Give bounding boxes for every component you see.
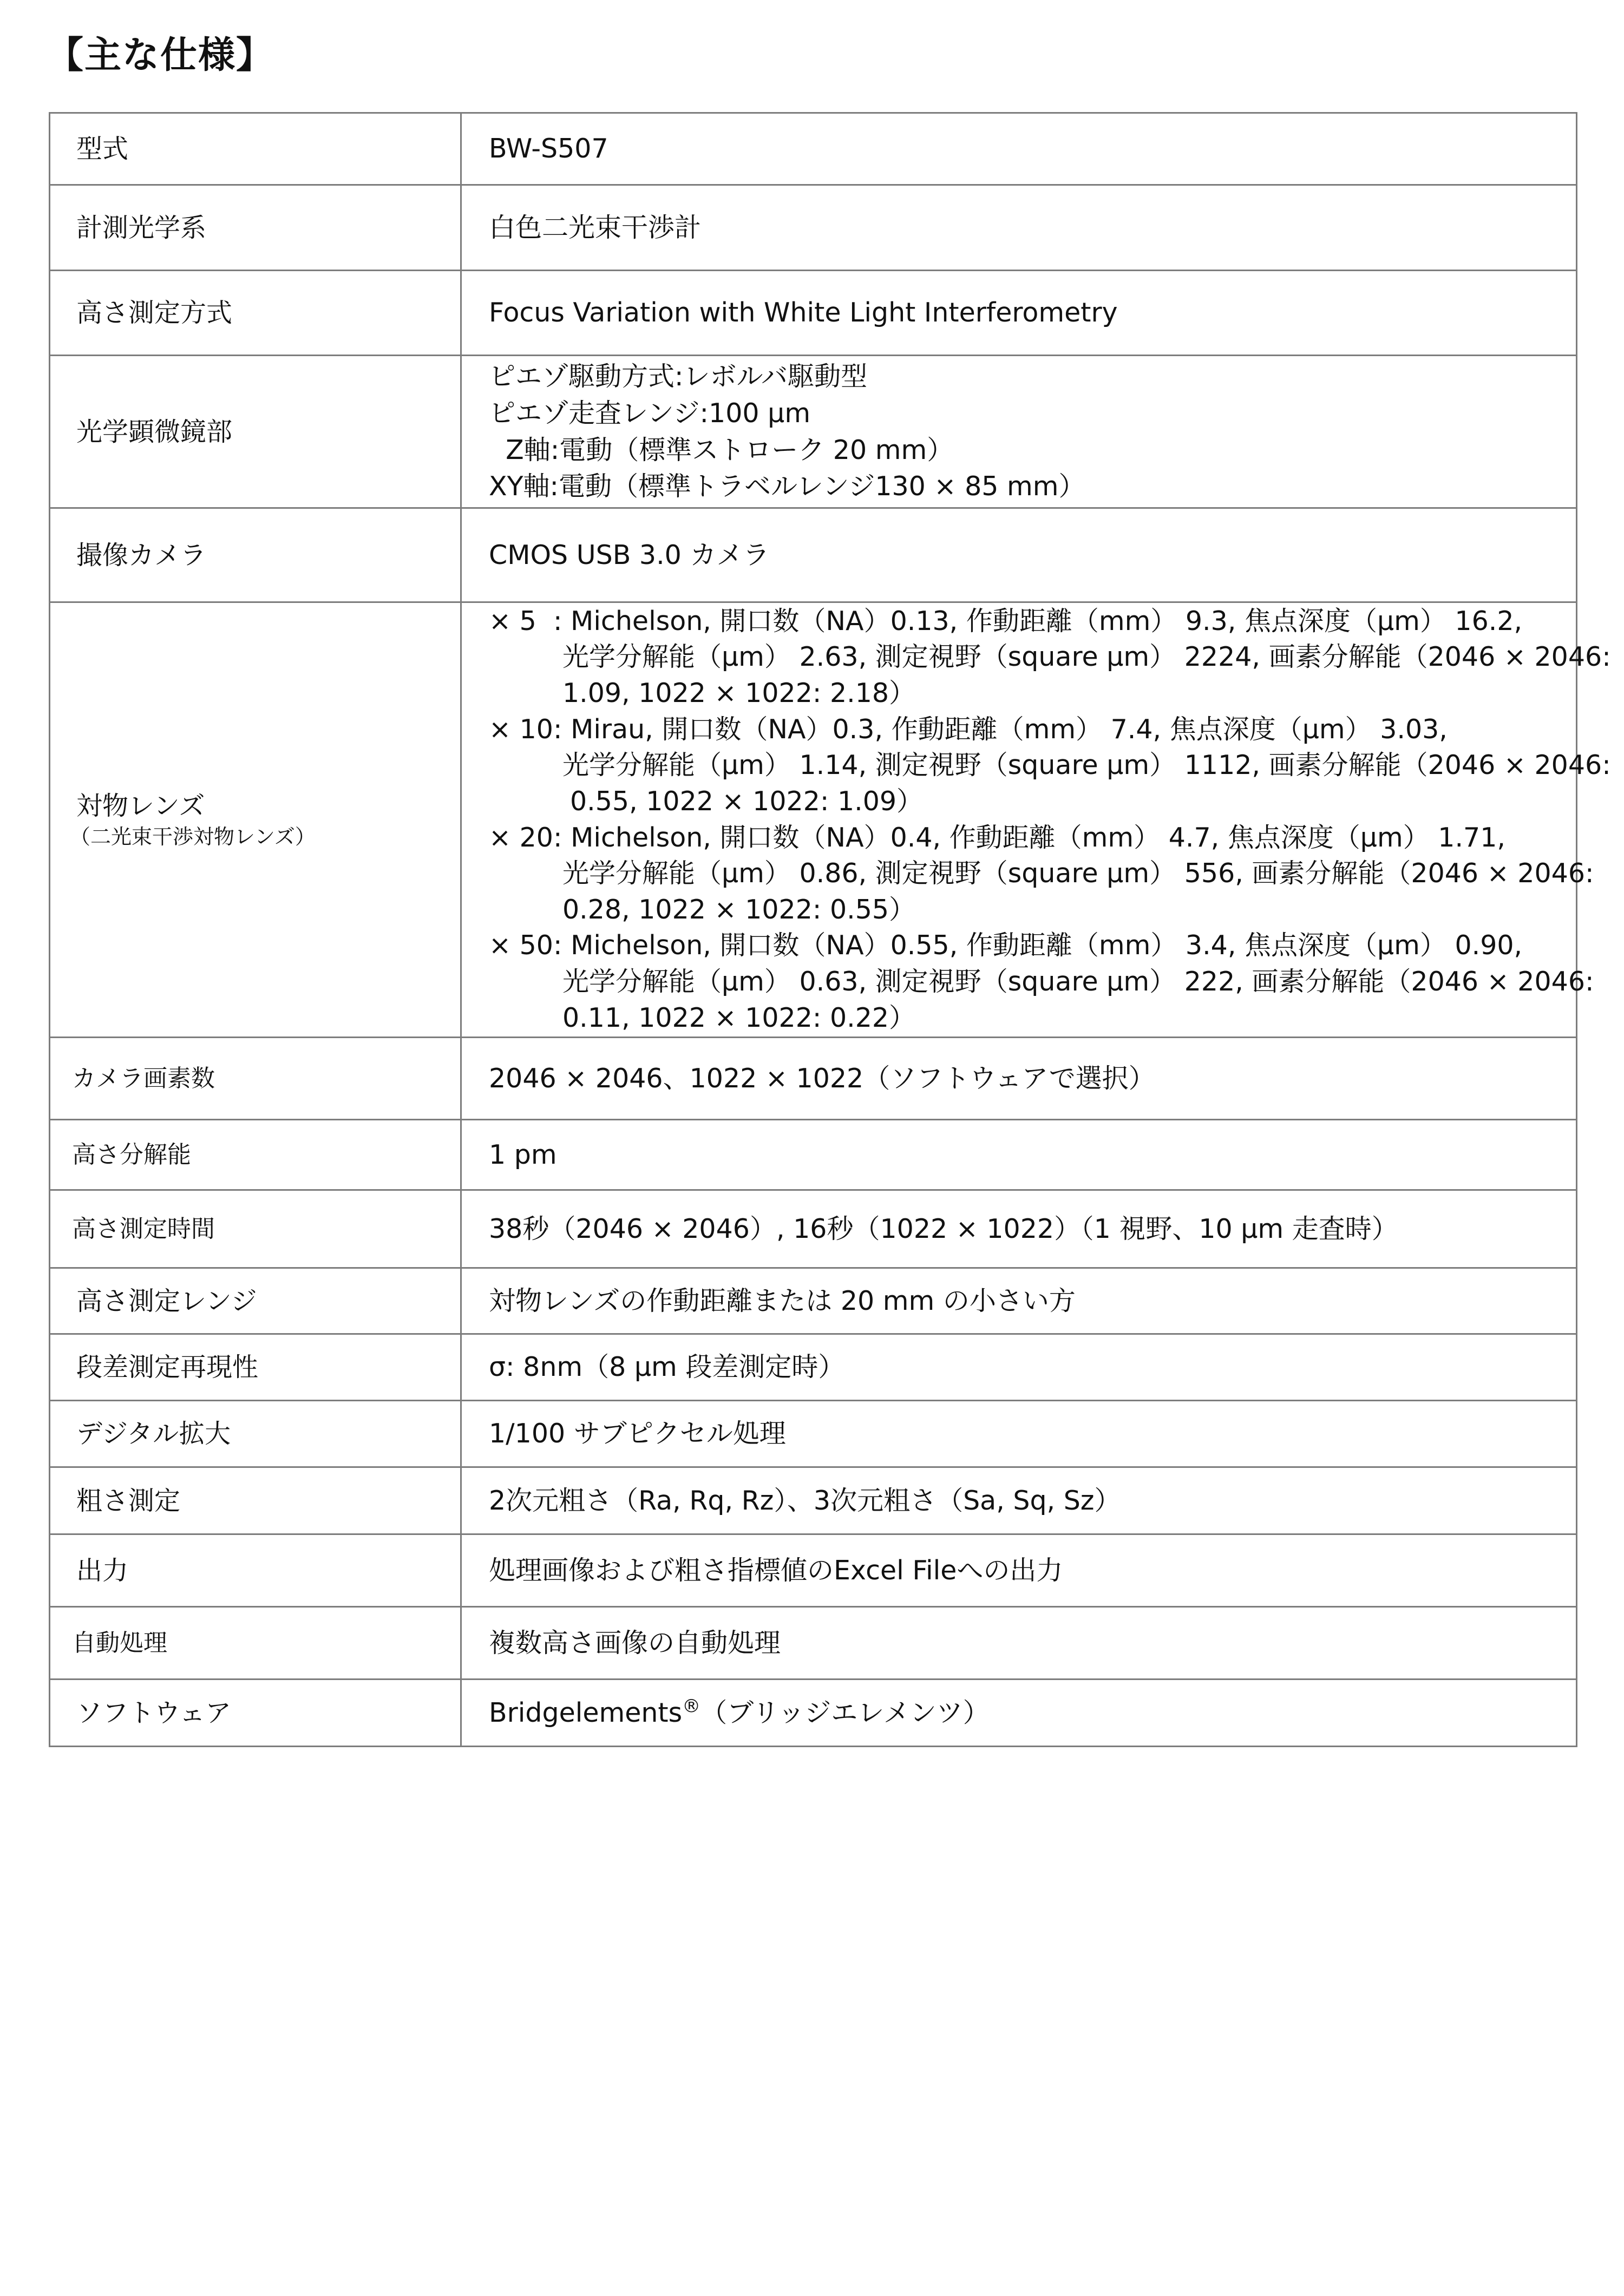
spec-row-objective-lens	[50, 602, 1577, 1038]
spec-label: 計測光学系	[50, 185, 461, 271]
software-reading: （ブリッジエレメンツ）	[700, 1697, 990, 1728]
spec-row-height-resolution	[50, 1120, 1577, 1190]
spec-label: 段差測定再現性	[50, 1334, 461, 1401]
lens-line: × 20: Michelson, 開口数（NA）0.4, 作動距離（mm） 4.7, 焦点深度（μm） 1.71,	[489, 822, 1505, 853]
spec-label: ソフトウェア	[50, 1680, 461, 1747]
spec-value: 2046 × 2046、1022 × 1022（ソフトウェアで選択）	[461, 1038, 1577, 1120]
spec-value: 複数高さ画像の自動処理	[461, 1607, 1577, 1680]
spec-value	[461, 356, 1577, 508]
spec-label: 粗さ測定	[50, 1467, 461, 1534]
spec-label: 高さ測定方式	[50, 271, 461, 356]
spec-row-auto-processing	[50, 1607, 1577, 1680]
spec-label: 高さ測定レンジ	[50, 1268, 461, 1334]
spec-value: 1 pm	[461, 1120, 1577, 1190]
registered-mark: ®	[682, 1695, 701, 1717]
spec-row-step-repeatability	[50, 1334, 1577, 1401]
lens-line: × 5 : Michelson, 開口数（NA）0.13, 作動距離（mm） 9.3, 焦点深度（μm） 16.2,	[489, 605, 1523, 637]
spec-value: 処理画像および粗さ指標値のExcel Fileへの出力	[461, 1534, 1577, 1607]
lens-line: 光学分解能（μm） 0.86, 測定視野（square μm） 556, 画素分解能（2046 × 2046:	[562, 858, 1594, 889]
spec-label: 出力	[50, 1534, 461, 1607]
microscope-line: XY軸:電動（標準トラベルレンジ130 × 85 mm）	[489, 471, 1085, 502]
spec-row-software	[50, 1680, 1577, 1747]
objective-label-main: 対物レンズ	[76, 790, 205, 821]
spec-row-camera	[50, 508, 1577, 602]
spec-value	[461, 1680, 1577, 1747]
spec-row-model	[50, 113, 1577, 185]
lens-line: 1.09, 1022 × 1022: 2.18）	[562, 678, 916, 709]
spec-label: カメラ画素数	[50, 1038, 461, 1120]
microscope-line: ピエゾ走査レンジ:100 μm	[489, 397, 811, 429]
objective-label-sub: （二光束干渉対物レンズ）	[70, 824, 316, 849]
spec-row-roughness	[50, 1467, 1577, 1534]
lens-line: 光学分解能（μm） 2.63, 測定視野（square μm） 2224, 画素分解能（2046 × 2046:	[562, 641, 1611, 673]
spec-label: デジタル拡大	[50, 1401, 461, 1467]
lens-line: 光学分解能（μm） 1.14, 測定視野（square μm） 1112, 画素分解能（2046 × 2046:	[562, 750, 1611, 781]
lens-line: × 50: Michelson, 開口数（NA）0.55, 作動距離（mm） 3.4, 焦点深度（μm） 0.90,	[489, 930, 1523, 961]
spec-row-camera-pixels	[50, 1038, 1577, 1120]
spec-value: σ: 8nm（8 μm 段差測定時）	[461, 1334, 1577, 1401]
lens-line: × 10: Mirau, 開口数（NA）0.3, 作動距離（mm） 7.4, 焦点深度（μm） 3.03,	[489, 713, 1448, 745]
spec-row-optical-system	[50, 185, 1577, 271]
spec-value	[461, 602, 1611, 1038]
spec-label: 撮像カメラ	[50, 508, 461, 602]
spec-value: BW-S507	[461, 113, 1577, 185]
microscope-line: Z軸:電動（標準ストローク 20 mm）	[489, 434, 954, 465]
spec-value: 対物レンズの作動距離または 20 mm の小さい方	[461, 1268, 1577, 1334]
spec-row-microscope	[50, 356, 1577, 508]
spec-value: CMOS USB 3.0 カメラ	[461, 508, 1577, 602]
spec-label: 高さ分解能	[50, 1120, 461, 1190]
spec-row-output	[50, 1534, 1577, 1607]
spec-value: 38秒（2046 × 2046）, 16秒（1022 × 1022）（1 視野、10 μm 走査時）	[461, 1190, 1577, 1268]
spec-row-height-range	[50, 1268, 1577, 1334]
spec-row-height-time	[50, 1190, 1577, 1268]
lens-line: 光学分解能（μm） 0.63, 測定視野（square μm） 222, 画素分解能（2046 × 2046:	[562, 966, 1594, 997]
spec-value: Focus Variation with White Light Interferometry	[461, 271, 1577, 356]
spec-label	[50, 602, 461, 1038]
spec-label: 型式	[50, 113, 461, 185]
spec-row-digital-zoom	[50, 1401, 1577, 1467]
spec-value: 1/100 サブピクセル処理	[461, 1401, 1577, 1467]
software-name: Bridgelements	[489, 1697, 683, 1728]
page-title: 【主な仕様】	[47, 34, 274, 77]
spec-value: 2次元粗さ（Ra, Rq, Rz）、3次元粗さ（Sa, Sq, Sz）	[461, 1467, 1577, 1534]
spec-label: 光学顕微鏡部	[50, 356, 461, 508]
lens-line: 0.28, 1022 × 1022: 0.55）	[562, 894, 916, 925]
spec-row-height-method	[50, 271, 1577, 356]
lens-line: 0.55, 1022 × 1022: 1.09）	[570, 785, 924, 817]
spec-label: 高さ測定時間	[50, 1190, 461, 1268]
spec-label: 自動処理	[50, 1607, 461, 1680]
lens-line: 0.11, 1022 × 1022: 0.22）	[562, 1002, 916, 1033]
spec-value: 白色二光束干渉計	[461, 185, 1577, 271]
microscope-line: ピエゾ駆動方式:レボルバ駆動型	[489, 361, 868, 392]
spec-table	[49, 112, 1611, 1747]
